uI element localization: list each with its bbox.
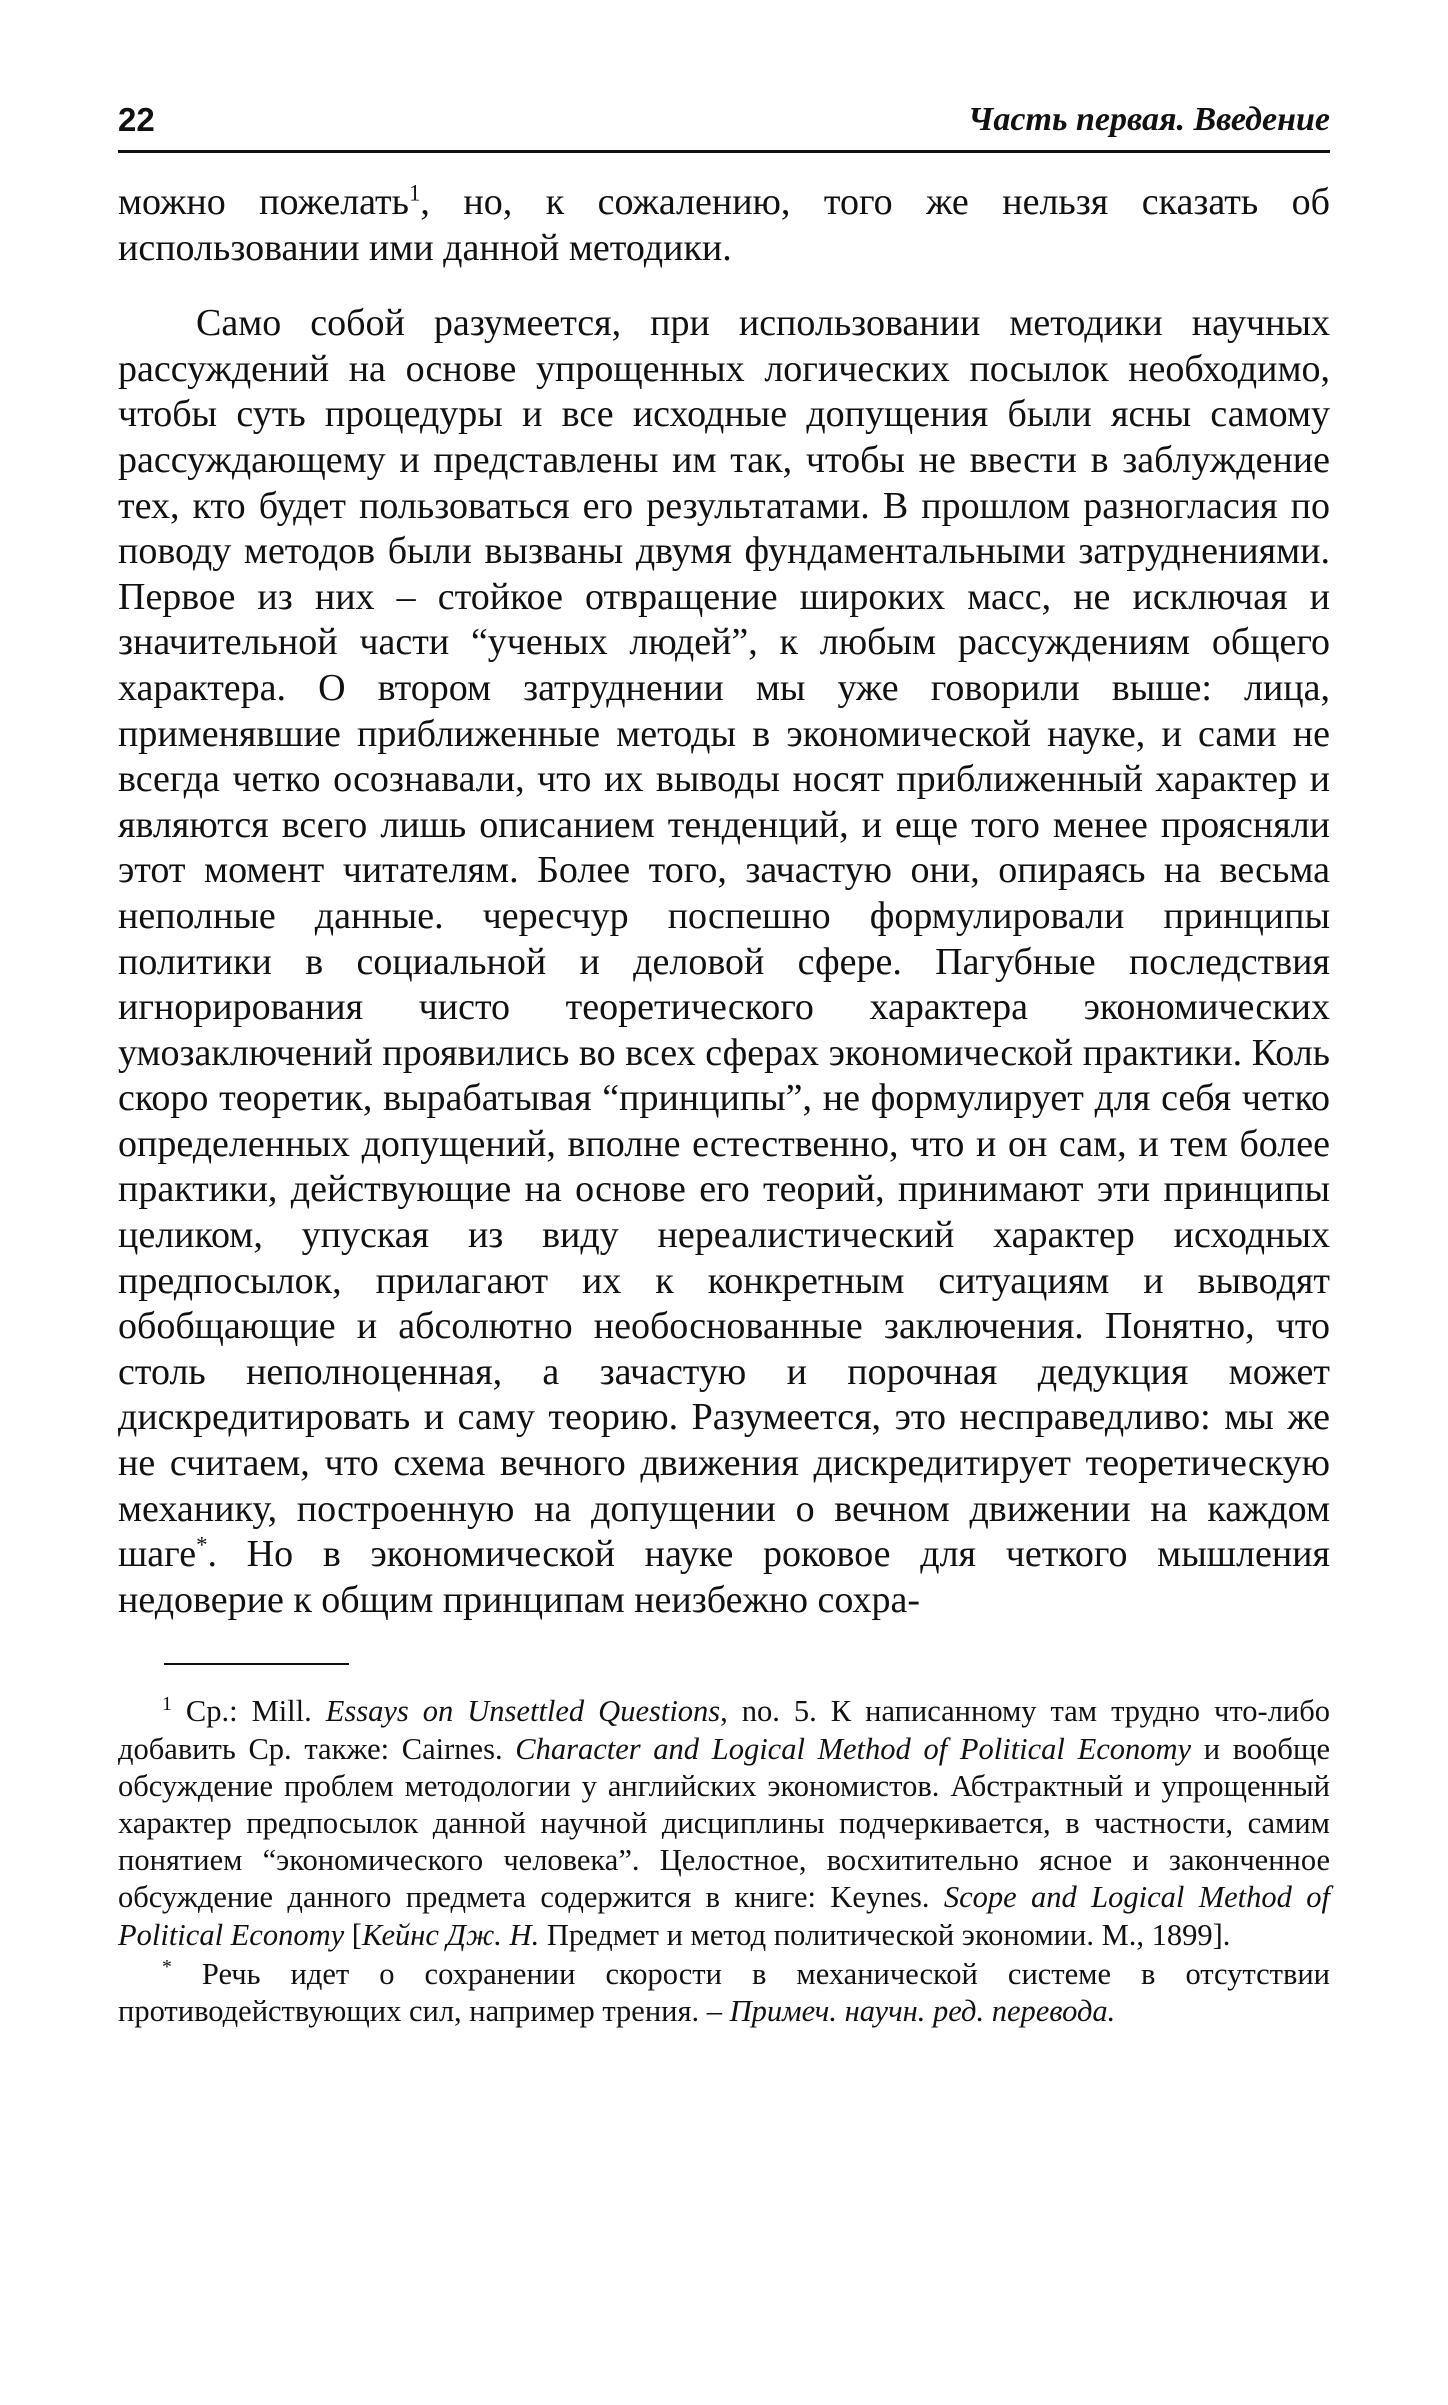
footnotes (118, 1693, 1330, 2030)
footnote-1-title-cairnes: Character and Logical Method of Political Economy (515, 1731, 1192, 1766)
page-header (118, 100, 1330, 158)
paragraph-1-text: можно пожелать (118, 181, 409, 223)
footnote-star-text: Речь идет о сохранении скорости в механической системе в отсутствии противодействующих сил, например трения. – (118, 1956, 1330, 2029)
footnote-ref-1: 1 (408, 180, 421, 206)
footnote-star-mark: * (162, 1955, 172, 1978)
main-text (118, 180, 1330, 1623)
paragraph-continuation (118, 180, 1330, 271)
footnote-1-author-ru: Кейнс Дж. Н. (361, 1917, 540, 1952)
page-number: 22 (118, 101, 155, 138)
paragraph-2-tail: . Но в экономической науке роковое для четкого мышления недоверие к общим принципам неизбежно сохра- (118, 1533, 1330, 1621)
footnote-1 (118, 1693, 1330, 1953)
header-rule (118, 150, 1330, 153)
footnote-1-part-a: Ср.: Mill. (185, 1694, 326, 1729)
paragraph-2-text: Само собой разумеется, при использовании методики научных рассуждений на основе упрощенных логических посылок необходимо, чтобы суть процедуры и все исходные допущения были ясны самому рассуждающему и представлены им так, чтобы не ввести в заблуждение тех, кто будет пользоваться его результатами. В прошлом разногласия по поводу методов были вызваны двумя фундаментальными затруднениями. Первое из них – стойкое отвращение широких масс, не исключая и значительной части “ученых людей”, к любым рассуждениям общего характера. О втором затруднении мы уже говорили выше: лица, применявшие приближенные методы в экономической науке, и сами не всегда четко осознавали, что их выводы носят приближенный характер и являются всего лишь описанием тенденций, и еще того менее проясняли этот момент читателям. Более того, зачастую они, опираясь на весьма неполные данные. чересчур поспешно формулировали принципы политики в социальной и деловой сфере. Пагубные последствия игнорирования чисто теоретического характера экономических умозаключений проявились во всех сферах экономической практики. Коль скоро теоретик, вырабатывая “принципы”, не формулирует для себя четко определенных допущений, вполне естественно, что и он сам, и тем более практики, действующие на основе его теорий, принимают эти принципы целиком, упуская из виду нереалистический характер исходных предпосылок, прилагают их к конкретным ситуациям и выводят обобщающие и абсолютно необоснованные заключения. Понятно, что столь неполноценная, а зачастую и порочная дедукция может дискредитировать и саму теорию. Разумеется, это несправедливо: мы же не считаем, что схема вечного движения дискредитирует теоретическую механику, построенную на допущении о вечном движении на каждом шаге (118, 302, 1330, 1576)
footnote-rule (164, 1663, 349, 1665)
footnote-1-part-c: , no. 5. К написанному там трудно что-либо добавить Ср. также: Cairnes. (118, 1694, 1331, 1766)
footnote-1-title-mill: Essays on Unsettled Questions (325, 1694, 721, 1729)
footnote-1-bracket: [ (344, 1917, 362, 1952)
footnote-1-part-i: Предмет и метод политической экономии. М., 1899]. (539, 1917, 1231, 1952)
paragraph-2 (118, 301, 1330, 1623)
footnote-ref-star: * (196, 1532, 208, 1558)
footnote-star-editor-note: Примеч. научн. ред. перевода. (729, 1994, 1116, 2029)
footnote-star (118, 1956, 1330, 2030)
footnote-1-part-e: и вообще обсуждение проблем методологии у английских экономистов. Абстрактный и упрощенный характер предпосылок данной научной дисциплины подчеркивается, в частности, самим понятием “экономического человека”. Целостное, восхитительно ясное и законченное обсуждение данного предмета содержится в книге: Keynes. (118, 1731, 1330, 1915)
book-page (118, 100, 1330, 2030)
paragraph-1-tail: , но, к сожалению, того же нельзя сказать об использовании ими данной методики. (118, 181, 1331, 269)
running-head: Часть первая. Введение (967, 101, 1330, 138)
footnote-1-title-keynes: Scope and Logical Method of Political Economy (118, 1880, 1330, 1952)
footnote-1-mark: 1 (162, 1693, 172, 1716)
